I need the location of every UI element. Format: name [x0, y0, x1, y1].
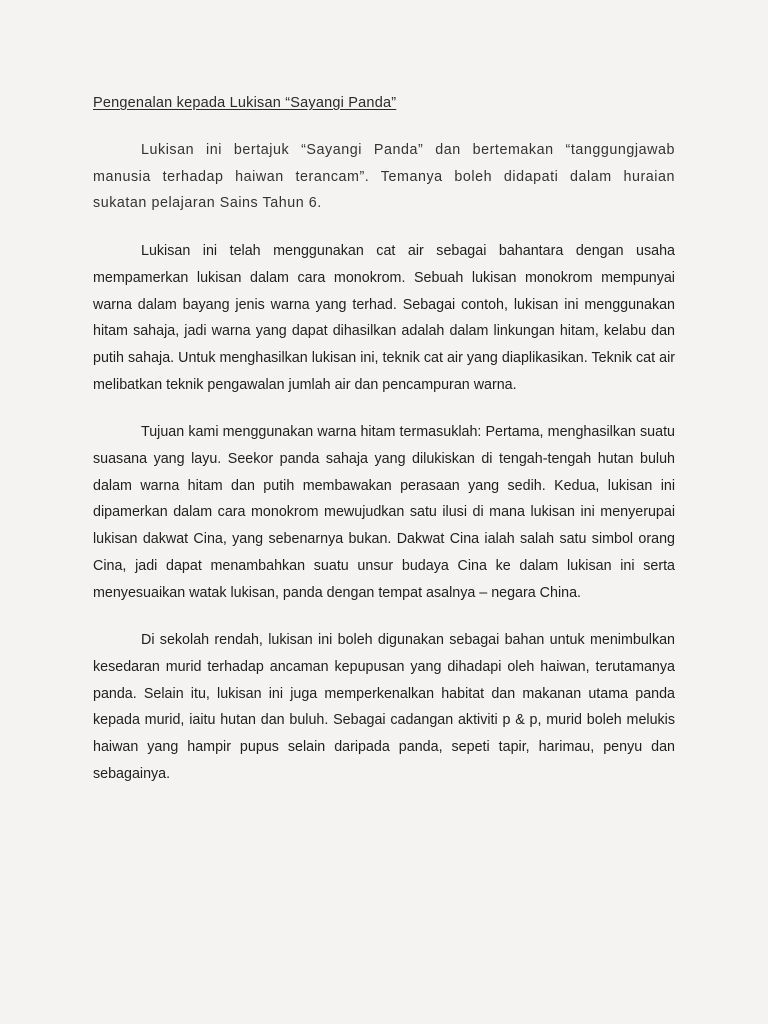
paragraph-purpose: Tujuan kami menggunakan warna hitam termasuklah: Pertama, menghasilkan suatu suasana yang layu. Seekor panda sahaja yang dilukiskan di tengah-tengah hutan buluh dalam warna hitam dan putih membawakan perasaan yang sedih. Kedua, lukisan ini dipamerkan dalam cara monokrom mewujudkan satu ilusi di mana lukisan ini menyerupai lukisan dakwat Cina, yang sebenarnya bukan. Dakwat Cina ialah salah satu simbol orang Cina, jadi dapat menambahkan suatu unsur budaya Cina ke dalam lukisan ini serta menyesuaikan watak lukisan, panda dengan tempat asalnya – negara China.: [93, 424, 675, 601]
document-title: Pengenalan kepada Lukisan “Sayangi Panda”: [93, 95, 397, 111]
paragraph-school-use: Di sekolah rendah, lukisan ini boleh digunakan sebagai bahan untuk menimbulkan kesedaran murid terhadap ancaman kepupusan yang dihadapi oleh haiwan, terutamanya panda. Selain itu, lukisan ini juga memperkenalkan habitat dan makanan utama panda kepada murid, iaitu hutan dan buluh. Sebagai cadangan aktiviti p & p, murid boleh melukis haiwan yang hampir pupus selain daripada panda, sepeti tapir, harimau, penyu dan sebagainya.: [93, 632, 675, 782]
paragraph-medium-technique: Lukisan ini telah menggunakan cat air sebagai bahantara dengan usaha mempamerkan lukisan dalam cara monokrom. Sebuah lukisan monokrom mempunyai warna dalam bayang jenis warna yang terhad. Sebagai contoh, lukisan ini menggunakan hitam sahaja, jadi warna yang dapat dihasilkan adalah dalam linkungan hitam, kelabu dan putih sahaja. Untuk menghasilkan lukisan ini, teknik cat air yang diaplikasikan. Teknik cat air melibatkan teknik pengawalan jumlah air dan pencampuran warna.: [93, 243, 675, 393]
paragraph-intro: Lukisan ini bertajuk “Sayangi Panda” dan bertemakan “tanggungjawab manusia terhadap haiwan terancam”. Temanya boleh didapati dalam huraian sukatan pelajaran Sains Tahun 6.: [93, 142, 675, 212]
